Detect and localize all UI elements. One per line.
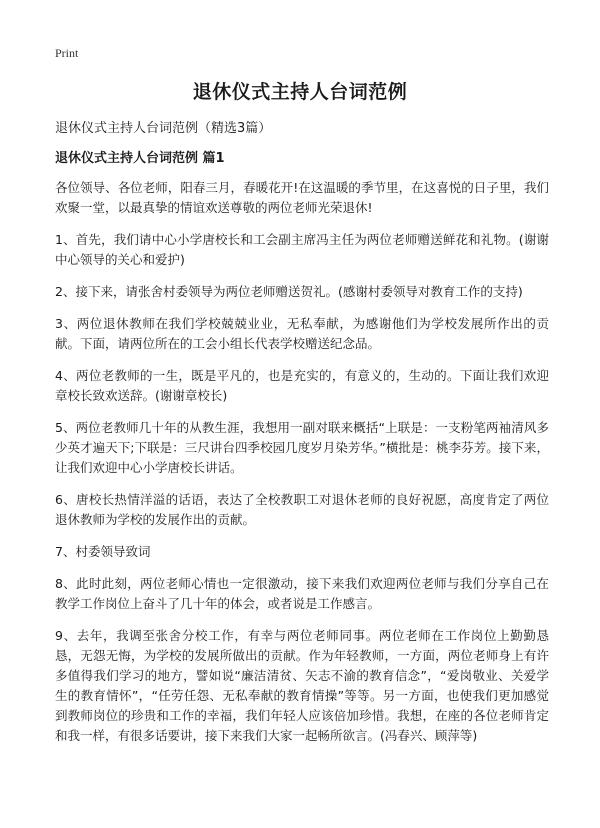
paragraph-item-9: 9、去年，我调至张舍分校工作，有幸与两位老师同事。两位老师在工作岗位上勤勤恳恳，无怨无悔，为学校的发展所做出的贡献。作为年轻教师，一方面，两位老师身上有许多值得我们学习的地方，譬如说“廉洁清贫、矢志不渝的教育信念”，“爱岗敬业、关爱学生的教育情怀”，“任劳任怨、无私奉献的教育情操”等等。另一方面，也使我们更加感觉到教师岗位的珍贵和工作的幸福，我们年轻人应该倍加珍惜。我想，在座的各位老师肯定和我一样，有很多话要讲，接下来我们大家一起畅所欲言。(冯春兴、顾萍等) [55,628,549,743]
paragraph-item-7: 7、村委领导致词 [55,544,151,559]
section-heading: 退休仪式主持人台词范例 篇1 [55,151,225,166]
paragraph-item-3: 3、两位退休教师在我们学校兢兢业业，无私奉献，为感谢他们为学校发展所作出的贡献。下面，请两位所在的工会小组长代表学校赠送纪念品。 [55,316,549,351]
document-title: 退休仪式主持人台词范例 [192,81,408,103]
paragraph-item-8: 8、此时此刻，两位老师心情也一定很激动，接下来我们欢迎两位老师与我们分享自己在教学工作岗位上奋斗了几十年的体会，或者说是工作感言。 [55,576,549,611]
print-label: Print [55,46,79,60]
document-body [55,178,549,758]
document-subtitle: 退休仪式主持人台词范例（精选3篇） [55,121,272,136]
paragraph-item-6: 6、唐校长热情洋溢的话语，表达了全校教职工对退休老师的良好祝愿，高度肯定了两位退休教师为学校的发展作出的贡献。 [55,492,549,527]
paragraph-item-5: 5、两位老教师几十年的从教生涯，我想用一副对联来概括“上联是：一支粉笔两袖清风多少英才遍天下;下联是：三尺讲台四季校园几度岁月染芳华。”横批是：桃李芬芳。接下来，让我们欢迎中心小学唐校长讲话。 [55,420,549,475]
paragraph-item-1: 1、首先，我们请中心小学唐校长和工会副主席冯主任为两位老师赠送鲜花和礼物。(谢谢中心领导的关心和爱护) [55,232,549,267]
paragraph-item-4: 4、两位老教师的一生，既是平凡的，也是充实的，有意义的，生动的。下面让我们欢迎章校长致欢送辞。(谢谢章校长) [55,368,549,403]
paragraph-item-2: 2、接下来，请张舍村委领导为两位老师赠送贺礼。(感谢村委领导对教育工作的支持) [55,284,523,299]
paragraph-intro: 各位领导、各位老师，阳春三月，春暖花开!在这温暖的季节里，在这喜悦的日子里，我们欢聚一堂，以最真挚的情谊欢送尊敬的两位老师光荣退休! [55,180,549,215]
